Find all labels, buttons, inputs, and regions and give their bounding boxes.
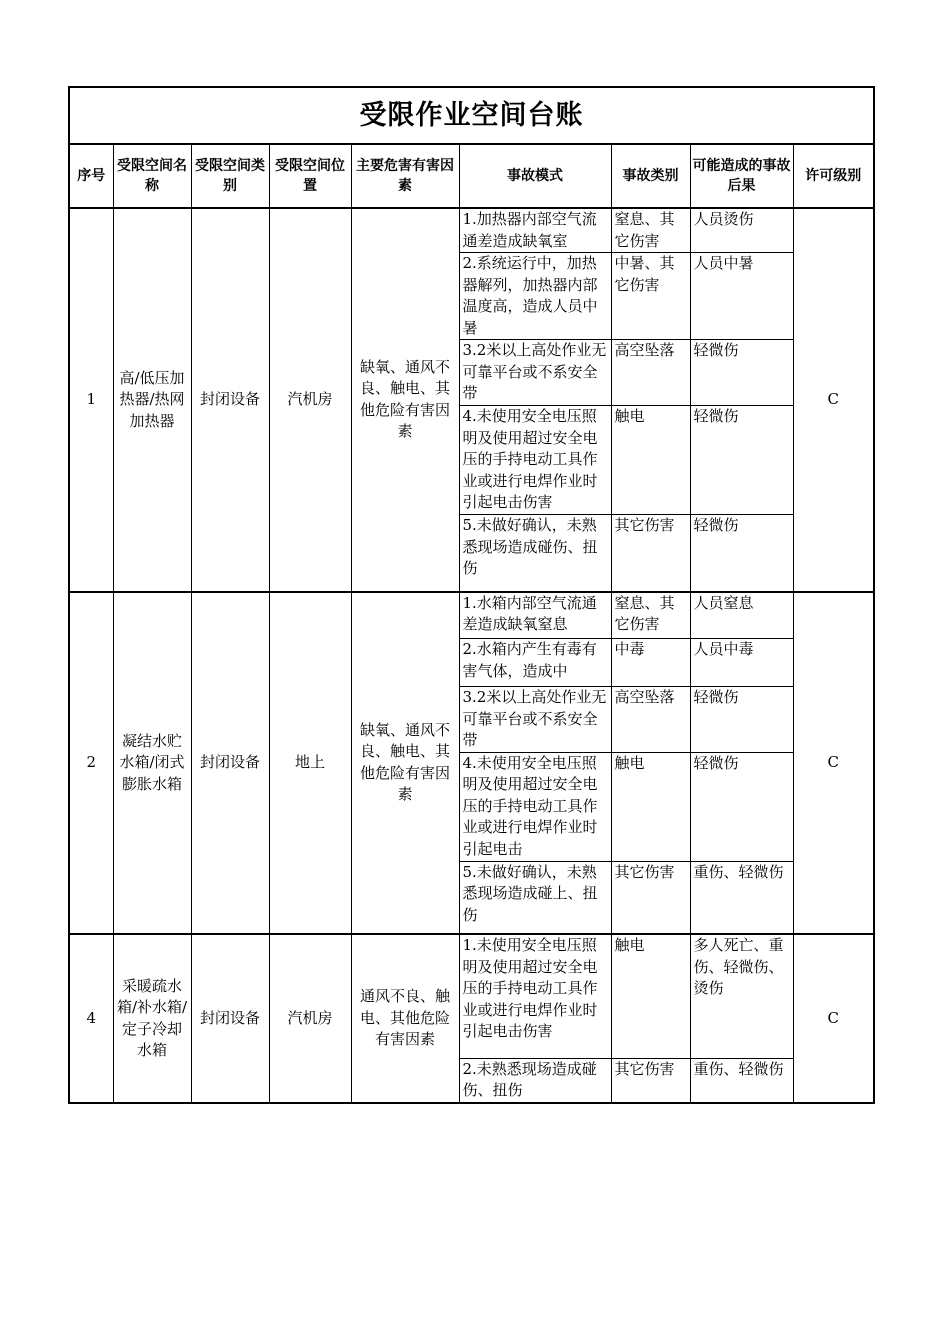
accident-mode-cell (459, 253, 611, 340)
accident-consequence-cell-text: 重伤、轻微伤 (693, 1059, 784, 1078)
accident-consequence-cell-text: 轻微伤 (693, 407, 739, 425)
accident-mode-cell-text: 3.2米以上高处作业无可靠平台或不系安全带 (462, 688, 607, 749)
accident-consequence-cell-text: 轻微伤 (693, 753, 739, 772)
accident-type-cell (611, 208, 690, 253)
space-category-cell-text: 封闭设备 (199, 1008, 260, 1027)
accident-mode-cell (459, 406, 611, 515)
space-name-cell-text: 凝结水贮水箱/闭式膨胀水箱 (119, 731, 185, 793)
accident-type-cell-text: 触电 (614, 407, 645, 425)
header-category: 受限空间类别 (191, 144, 269, 208)
accident-type-cell (611, 253, 690, 340)
header-permit: 许可级别 (793, 144, 874, 208)
accident-mode-cell-text: 4.未使用安全电压照明及使用超过安全电压的手持电动工具作业或进行电焊作业时引起电击伤害 (462, 407, 598, 511)
accident-type-cell (611, 340, 690, 406)
seq-cell (69, 208, 113, 592)
accident-consequence-cell (690, 1058, 793, 1103)
accident-consequence-cell (690, 687, 793, 753)
space-category-cell-text: 封闭设备 (199, 390, 260, 408)
seq-cell (69, 592, 113, 935)
page-title: 受限作业空间台账 (69, 87, 874, 144)
seq-cell (69, 934, 113, 1103)
accident-consequence-cell (690, 934, 793, 1058)
accident-consequence-cell (690, 515, 793, 592)
accident-consequence-cell-text: 重伤、轻微伤 (693, 862, 784, 881)
accident-mode-cell-text: 5.未做好确认，未熟悉现场造成碰上、扭伤 (462, 862, 598, 924)
table-row (69, 208, 874, 253)
accident-mode-cell (459, 340, 611, 406)
accident-type-cell (611, 592, 690, 639)
accident-consequence-cell-text: 多人死亡、重伤、轻微伤、烫伤 (693, 936, 784, 997)
hazards-cell-text: 缺氧、通风不良、触电、其他危险有害因素 (359, 357, 450, 441)
accident-mode-cell-text: 5.未做好确认，未熟悉现场造成碰伤、扭伤 (462, 516, 598, 577)
space-location-cell (269, 934, 351, 1103)
accident-mode-cell-text: 1.加热器内部空气流通差造成缺氧室 (462, 210, 597, 250)
space-name-cell (113, 934, 191, 1103)
hazards-cell (351, 934, 459, 1103)
accident-consequence-cell (690, 208, 793, 253)
header-type: 事故类别 (611, 144, 690, 208)
accident-mode-cell-text: 2.未熟悉现场造成碰伤、扭伤 (462, 1059, 597, 1099)
accident-consequence-cell-text: 轻微伤 (693, 688, 739, 706)
space-name-cell-text: 采暖疏水箱/补水箱/定子冷却水箱 (116, 976, 188, 1059)
accident-type-cell-text: 其它伤害 (614, 516, 675, 534)
accident-type-cell (611, 861, 690, 934)
permit-level-cell (793, 592, 874, 935)
accident-consequence-cell (690, 752, 793, 861)
seq-cell-text: 1 (86, 390, 97, 408)
accident-consequence-cell (690, 592, 793, 639)
accident-type-cell-text: 中暑、其它伤害 (614, 254, 675, 294)
accident-type-cell-text: 其它伤害 (614, 862, 675, 881)
accident-type-cell (611, 639, 690, 687)
accident-mode-cell (459, 639, 611, 687)
accident-type-cell (611, 934, 690, 1058)
hazards-cell-text: 通风不良、触电、其他危险有害因素 (359, 987, 450, 1049)
space-category-cell (191, 592, 269, 935)
permit-level-text: C (827, 390, 839, 408)
space-location-cell (269, 208, 351, 592)
hazards-cell (351, 592, 459, 935)
accident-type-cell-text: 窒息、其它伤害 (614, 593, 675, 633)
header-row (69, 144, 874, 208)
ledger-sheet (68, 86, 875, 1104)
accident-type-cell (611, 515, 690, 592)
accident-type-cell (611, 687, 690, 753)
accident-type-cell-text: 中毒 (614, 640, 645, 658)
header-seq: 序号 (69, 144, 113, 208)
space-category-cell (191, 208, 269, 592)
header-name: 受限空间名称 (113, 144, 191, 208)
space-location-cell-text: 汽机房 (287, 390, 333, 408)
accident-type-cell-text: 触电 (614, 753, 645, 772)
accident-consequence-cell-text: 轻微伤 (693, 341, 739, 359)
accident-mode-cell (459, 752, 611, 861)
accident-mode-cell-text: 3.2米以上高处作业无可靠平台或不系安全带 (462, 341, 607, 402)
accident-mode-cell-text: 1.未使用安全电压照明及使用超过安全电压的手持电动工具作业或进行电焊作业时引起电击伤害 (462, 936, 598, 1040)
accident-consequence-cell-text: 轻微伤 (693, 516, 739, 534)
accident-consequence-cell-text: 人员中毒 (693, 640, 754, 658)
accident-mode-cell-text: 2.系统运行中，加热器解列，加热器内部温度高，造成人员中暑 (462, 254, 598, 337)
space-name-cell (113, 208, 191, 592)
accident-type-cell (611, 1058, 690, 1103)
accident-type-cell-text: 其它伤害 (614, 1059, 675, 1078)
accident-mode-cell (459, 861, 611, 934)
accident-mode-cell (459, 208, 611, 253)
space-name-cell (113, 592, 191, 935)
accident-consequence-cell (690, 340, 793, 406)
space-location-cell (269, 592, 351, 935)
accident-type-cell (611, 406, 690, 515)
accident-consequence-cell-text: 人员烫伤 (693, 210, 754, 228)
accident-type-cell-text: 高空坠落 (614, 341, 675, 359)
space-name-cell-text: 高/低压加热器/热网加热器 (119, 368, 185, 430)
permit-level-cell (793, 934, 874, 1103)
accident-mode-cell (459, 592, 611, 639)
seq-cell-text: 4 (86, 1008, 97, 1027)
ledger-table (68, 86, 875, 1104)
space-location-cell-text: 地上 (294, 753, 325, 771)
header-mode: 事故模式 (459, 144, 611, 208)
accident-mode-cell-text: 2.水箱内产生有毒有害气体，造成中 (462, 640, 597, 680)
space-category-cell (191, 934, 269, 1103)
accident-mode-cell-text: 4.未使用安全电压照明及使用超过安全电压的手持电动工具作业或进行电焊作业时引起电击 (462, 753, 598, 858)
hazards-cell (351, 208, 459, 592)
accident-consequence-cell (690, 406, 793, 515)
accident-consequence-cell (690, 861, 793, 934)
accident-consequence-cell (690, 253, 793, 340)
accident-mode-cell (459, 1058, 611, 1103)
hazards-cell-text: 缺氧、通风不良、触电、其他危险有害因素 (359, 720, 450, 804)
accident-mode-cell-text: 1.水箱内部空气流通差造成缺氧窒息 (462, 593, 597, 633)
accident-consequence-cell (690, 639, 793, 687)
permit-level-text: C (827, 753, 839, 771)
accident-mode-cell (459, 934, 611, 1058)
accident-mode-cell (459, 687, 611, 753)
permit-level-cell (793, 208, 874, 592)
header-location: 受限空间位置 (269, 144, 351, 208)
header-consequence: 可能造成的事故后果 (690, 144, 793, 208)
ledger-body (69, 208, 874, 1103)
accident-consequence-cell-text: 人员窒息 (693, 593, 754, 612)
accident-type-cell-text: 高空坠落 (614, 688, 675, 706)
table-row (69, 592, 874, 639)
accident-type-cell (611, 752, 690, 861)
space-location-cell-text: 汽机房 (287, 1008, 333, 1027)
header-hazards: 主要危害有害因素 (351, 144, 459, 208)
space-category-cell-text: 封闭设备 (199, 753, 260, 771)
accident-type-cell-text: 窒息、其它伤害 (614, 210, 675, 250)
seq-cell-text: 2 (86, 753, 97, 771)
accident-mode-cell (459, 515, 611, 592)
accident-consequence-cell-text: 人员中暑 (693, 254, 754, 272)
permit-level-text: C (827, 1008, 839, 1027)
table-row (69, 934, 874, 1058)
accident-type-cell-text: 触电 (614, 936, 645, 954)
